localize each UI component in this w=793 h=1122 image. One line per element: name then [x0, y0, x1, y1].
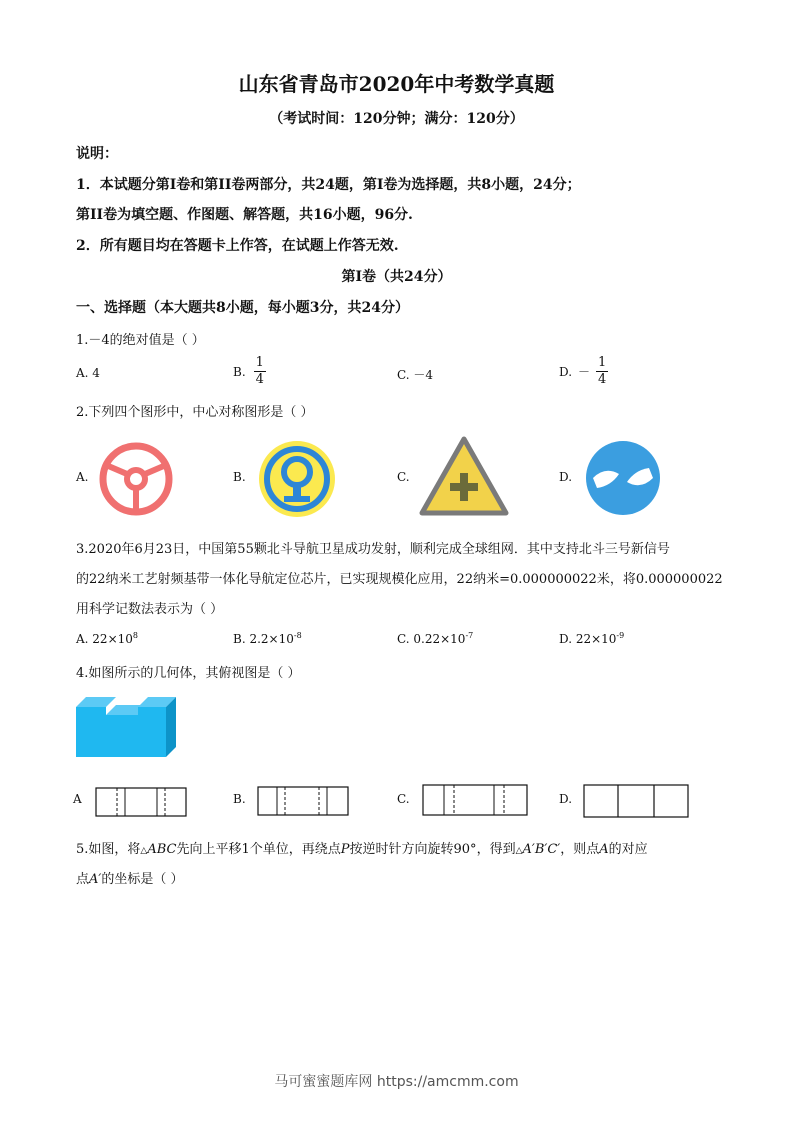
- q2-option-c-label: C.: [397, 470, 410, 484]
- q5-triangle-a-prime: A′B′C′: [522, 842, 561, 857]
- q3-option-b-exponent: -8: [293, 631, 302, 640]
- railway-logo-icon: [256, 439, 338, 519]
- q5-text-2: 先向上平移1个单位，再绕点: [176, 842, 341, 857]
- steering-wheel-icon: [97, 441, 175, 517]
- q3-option-d-base: D. 22×10: [559, 632, 617, 646]
- q5-text-6: 的对应: [608, 842, 648, 857]
- instructions-line-1: 1．本试题分第I卷和第II卷两部分，共24题，第I卷为选择题，共8小题，24分；: [76, 177, 581, 193]
- triangle-symbol: △: [140, 846, 148, 856]
- question-3-line-1: 3.2020年6月23日，中国第55颗北斗导航卫星成功发射，顺利完成全球组网．其中支持北斗三号新信号: [76, 542, 670, 557]
- question-4-stem: 4.如图所示的几何体，其俯视图是（ ）: [76, 666, 301, 681]
- exam-subtitle: （考试时间：120分钟；满分：120分）: [269, 111, 524, 127]
- q4-option-c-label: C.: [397, 792, 410, 806]
- q1-option-d-label: D.: [559, 364, 573, 379]
- q3-option-c: [397, 631, 473, 646]
- q5-text-8: 的坐标是（ ）: [101, 872, 184, 887]
- page-title: 山东省青岛市2020年中考数学真题: [238, 72, 555, 96]
- fraction-denominator: 4: [255, 372, 264, 387]
- q1-option-d-sign: －: [578, 365, 591, 379]
- question-1-stem: 1.－4的绝对值是（ ）: [76, 333, 205, 348]
- solid-figure-icon: [76, 697, 178, 759]
- question-2-stem: 2.下列四个图形中，中心对称图形是（ ）: [76, 405, 314, 420]
- instructions-line-2: 第II卷为填空题、作图题、解答题，共16小题，96分.: [76, 207, 413, 223]
- q5-text-1: 5.如图，将: [76, 842, 141, 857]
- q1-option-c: C. －4: [397, 368, 434, 382]
- top-view-c-icon: [422, 784, 528, 816]
- q5-triangle-abc: ABC: [147, 842, 177, 857]
- fraction-denominator: 4: [598, 372, 607, 387]
- q3-option-b-base: B. 2.2×10: [233, 632, 294, 646]
- q3-option-b: [233, 631, 302, 646]
- part-heading: 一、选择题（本大题共8小题，每小题3分，共24分）: [76, 300, 409, 316]
- q1-option-b-fraction: [254, 355, 266, 388]
- top-view-b-icon: [257, 786, 349, 816]
- top-view-d-icon: [583, 784, 689, 818]
- q3-option-a: [76, 631, 138, 646]
- top-view-a-icon: [95, 787, 187, 817]
- q5-point-p: P: [340, 842, 350, 857]
- triangle-symbol: △: [515, 846, 523, 856]
- q4-option-d-label: D.: [559, 792, 573, 806]
- q4-option-a-label: A: [73, 792, 82, 806]
- swirl-logo-icon: [583, 438, 663, 518]
- q5-text-5: ，则点: [560, 842, 600, 857]
- q2-option-d-label: D.: [559, 470, 573, 484]
- q3-option-a-exponent: 8: [132, 631, 138, 640]
- q1-option-b-label: B.: [233, 364, 246, 379]
- question-3-line-3: 用科学记数法表示为（ ）: [76, 602, 224, 617]
- footer-watermark: 马可蜜蜜题库网 https://amcmm.com: [274, 1074, 519, 1090]
- q3-option-c-base: C. 0.22×10: [397, 632, 466, 646]
- instructions-line-3: 2．所有题目均在答题卡上作答，在试题上作答无效.: [76, 238, 399, 254]
- q5-text-7: 点: [76, 872, 90, 887]
- instructions-heading: 说明：: [76, 146, 118, 162]
- fraction-numerator: 1: [255, 355, 264, 370]
- q3-option-c-exponent: -7: [465, 631, 474, 640]
- q5-point-a: A: [599, 842, 609, 857]
- q5-angle: 90°: [453, 842, 477, 857]
- q1-option-a: A. 4: [76, 366, 100, 380]
- question-5-line-2: [76, 868, 184, 887]
- q1-option-b: [233, 355, 266, 388]
- q1-option-d: [559, 355, 608, 388]
- q3-option-d: [559, 631, 624, 646]
- q5-point-a-prime: A′: [89, 872, 102, 887]
- q3-option-d-exponent: -9: [616, 631, 625, 640]
- question-5-line-1: [76, 838, 648, 857]
- q5-text-3: 按逆时针方向旋转: [349, 842, 454, 857]
- q4-option-b-label: B.: [233, 792, 246, 806]
- fraction-numerator: 1: [598, 355, 607, 370]
- q1-option-d-fraction: [596, 355, 608, 388]
- warning-sign-icon: [418, 435, 510, 519]
- q3-option-a-base: A. 22×10: [76, 632, 133, 646]
- q5-text-4: ，得到: [476, 842, 516, 857]
- section-title: 第I卷（共24分）: [341, 269, 452, 285]
- q2-option-a-label: A.: [76, 470, 89, 484]
- question-3-line-2: 的22纳米工艺射频基带一体化导航定位芯片，已实现规模化应用，22纳米=0.000000022米，将0.000000022: [76, 572, 723, 587]
- q2-option-b-label: B.: [233, 470, 246, 484]
